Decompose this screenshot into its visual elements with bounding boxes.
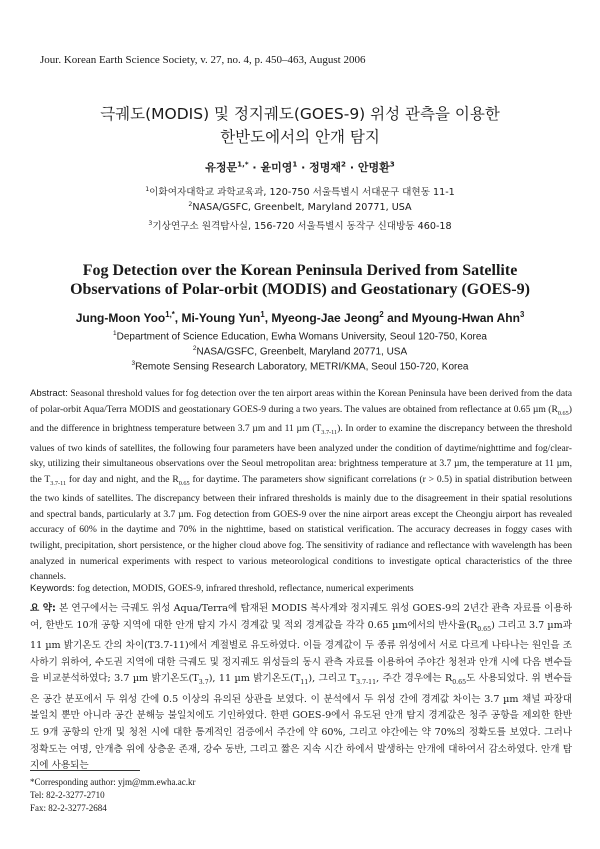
subscript: 3.7-11: [50, 479, 67, 487]
author-separator: and: [383, 311, 412, 325]
author-superscript: 1,*: [165, 310, 175, 319]
english-author: Myeong-Jae Jeong: [271, 311, 380, 325]
subscript: 0.65: [477, 625, 492, 633]
subscript: 3.7: [198, 679, 209, 687]
english-author: Myoung-Hwan Ahn: [411, 311, 520, 325]
keywords-text: fog detection, MODIS, GOES-9, infrared threshold, reflectance, numerical experiments: [74, 583, 414, 594]
affiliation-text: Remote Sensing Research Laboratory, METRI/KMA, Seoul 150-720, Korea: [135, 361, 469, 373]
korean-abstract-text: 본 연구에서는 극궤도 위성 Aqua/Terra에 탑재된 MODIS 복사계와 정지궤도 위성 GOES-9의 2년간 관측 자료를 이용하여, 한반도 10개 공항 지역에 대한 안개 탐지 가시 경계값 및 적외 경계값을 각각 0.65 µm에서의 반사율(R: [30, 603, 572, 631]
journal-citation: Jour. Korean Earth Science Society, v. 27, no. 4, p. 450–463, August 2006: [40, 54, 366, 66]
affiliation-superscript: 1: [145, 185, 150, 193]
korean-abstract-text: ), 11 µm 밝기온도(T: [208, 673, 301, 685]
author-superscript: 2: [341, 159, 346, 169]
korean-affiliation-2: [0, 201, 600, 213]
affiliation-text: NASA/GSFC, Greenbelt, Maryland 20771, USA: [192, 202, 412, 214]
subscript: 3.7-11: [356, 679, 377, 687]
korean-title-line-2: 한반도에서의 안개 탐지: [220, 128, 380, 146]
korean-abstract: [30, 601, 572, 775]
author-superscript: 1: [260, 310, 265, 319]
author-superscript: 3: [389, 159, 395, 169]
english-affiliation-1: [0, 330, 600, 342]
affiliation-text: 기상연구소 원격탐사실, 156-720 서울특별시 동작구 신대방동 460-18: [152, 221, 452, 232]
korean-author: 정명재: [309, 161, 342, 174]
affiliation-text: NASA/GSFC, Greenbelt, Maryland 20771, USA: [196, 346, 408, 358]
author-separator: ·: [248, 161, 261, 174]
korean-abstract-text: 도 사용되었다. 위 변수들은 공간 분포에서 두 위성 간에 0.5 이상의 유의된 상관을 보였다. 이 분석에서 두 위성 간에 경계값 차이는 3.7 µm 채널 파장대 불일치 뿐만 아니라 공간 분해능 불일치에도 기인하였다. 한편 GOES-9에서 유도된 안개 탐지 경계값은 청주 공항을 제외한 한반도 9개 공항의 안개 및 청천 시에 대한 통계적인 검증에서 주간에 약 60%, 그리고 야간에는 약 70%의 정확도를 보였다. 그러나 정확도는 여명, 안개층 위에 상층운 존재, 강수 동반, 그리고 짧은 지속 시간 하에서 발생하는 안개에 대하여서 감소하였다. 안개 탐지에 사용되는: [30, 673, 573, 772]
author-separator: ·: [346, 161, 358, 174]
abstract-label: Abstract:: [30, 388, 68, 399]
korean-affiliation-1: [0, 184, 600, 198]
author-separator: ·: [297, 161, 310, 174]
author-superscript: 3: [519, 310, 525, 319]
english-author: Jung-Moon Yoo: [75, 311, 166, 325]
subscript: 11: [300, 679, 309, 687]
korean-author: 유정문: [205, 161, 238, 174]
abstract-text: for daytime. The parameters show significant correlations (r > 0.5) in spatial distribution between the two kinds of satellites. The discrepancy between their infrared thresholds is mainly due to the disagreement in their spatial resolutions and spectral bands, particularly at 3.7 µm. Fog detection from GOES-9 over the nine airport areas except the Cheongju airport has revealed accuracy of 60% in the daytime and 70% in the nighttime, based on statistical verification. The accuracy decreases in foggy cases with twilight, precipitation, short persistence, or the higher cloud above fog. The sensitivity of radiance and reflectance with wavelength has been analyzed in numerical experiments with respect to various meteorological conditions to investigate optical characteristics of the three channels.: [30, 473, 572, 583]
abstract-text: Seasonal threshold values for fog detection over the ten airport areas within the Korean Peninsula have been derived from the data of polar-orbit Aqua/Terra MODIS and geostationary GOES-9 during a two years. The values are obtained from reflectance at 0.65 µm (R: [30, 388, 572, 415]
author-separator: ,: [174, 311, 182, 325]
author-superscript: 1,*: [237, 159, 249, 169]
english-title-line-1: Fog Detection over the Korean Peninsula Derived from Satellite: [82, 262, 518, 279]
telephone-footnote: Tel: 82-2-3277-2710: [30, 790, 105, 800]
keywords-label: Keywords:: [30, 583, 75, 594]
english-abstract: [30, 386, 572, 585]
korean-title-line-1: 극궤도(MODIS) 및 정지궤도(GOES-9) 위성 관측을 이용한: [100, 105, 500, 123]
fax-footnote: Fax: 82-2-3277-2684: [30, 803, 107, 813]
author-separator: ,: [264, 311, 272, 325]
affiliation-superscript: 3: [131, 360, 136, 367]
english-title-line-2: Observations of Polar-orbit (MODIS) and Geostationary (GOES-9): [70, 281, 530, 298]
affiliation-superscript: 3: [148, 219, 153, 227]
korean-abstract-label: 요 약:: [30, 603, 56, 614]
keywords: [30, 583, 572, 594]
korean-author: 윤미영: [260, 161, 293, 174]
affiliation-superscript: 2: [192, 345, 197, 352]
subscript: 0.65: [452, 679, 467, 687]
english-affiliation-3: [0, 360, 600, 372]
affiliation-superscript: 2: [188, 201, 193, 208]
abstract-text: ). In order to examine the discrepancy between the threshold values of two kinds of satellites, the following four parameters have been analyzed under the condition of daytime/nighttime and fog/clear-sky, utilizing their simultaneous observations over the Seoul metropolitan area: brightness temperature at 3.7 µm, the temperature at 11 µm, the T: [30, 423, 572, 485]
abstract-text: for day and night, and the R: [66, 473, 179, 485]
author-superscript: 1: [292, 159, 298, 169]
affiliation-text: 이화여자대학교 과학교육과, 120-750 서울특별시 서대문구 대현동 11-1: [149, 187, 455, 198]
korean-author-list: [0, 159, 600, 175]
subscript: 3.7-11: [321, 429, 338, 436]
footnote-divider: [30, 770, 140, 771]
korean-abstract-text: ) 그리고 3.7 µm과 11 µm 밝기온도 간의 차이(T3.7-11)에서 계절별로 유도하였다. 이들 경계값이 두 종류 위성에서 서로 다르게 나타나는 원인을 조사하기 위하여, 수도권 지역에 대한 극궤도 및 정지궤도 위성들의 동시 관측 자료를 이용하여 주야간 청천과 안개 시에 다음 변수들을 비교분석하였다; 3.7 µm 밝기온도(T: [30, 619, 572, 685]
subscript: 0.65: [557, 409, 569, 417]
corresponding-author-footnote: *Corresponding author: yjm@mm.ewha.ac.kr: [30, 777, 196, 787]
korean-abstract-text: , 주간 경우에는 R: [376, 673, 453, 685]
affiliation-text: Department of Science Education, Ewha Womans University, Seoul 120-750, Korea: [116, 331, 487, 343]
author-superscript: 2: [379, 310, 384, 319]
english-affiliation-2: [0, 345, 600, 357]
affiliation-superscript: 1: [112, 330, 117, 337]
subscript: 0.65: [178, 479, 190, 487]
korean-author: 안명환: [357, 161, 390, 174]
abstract-text: ) and the difference in brightness temperature between 3.7 µm and 11 µm (T: [30, 403, 572, 435]
korean-abstract-text: ), 그리고 T: [308, 673, 357, 685]
english-author-list: [0, 310, 600, 325]
english-author: Mi-Young Yun: [181, 311, 261, 325]
korean-affiliation-3: [0, 218, 600, 232]
